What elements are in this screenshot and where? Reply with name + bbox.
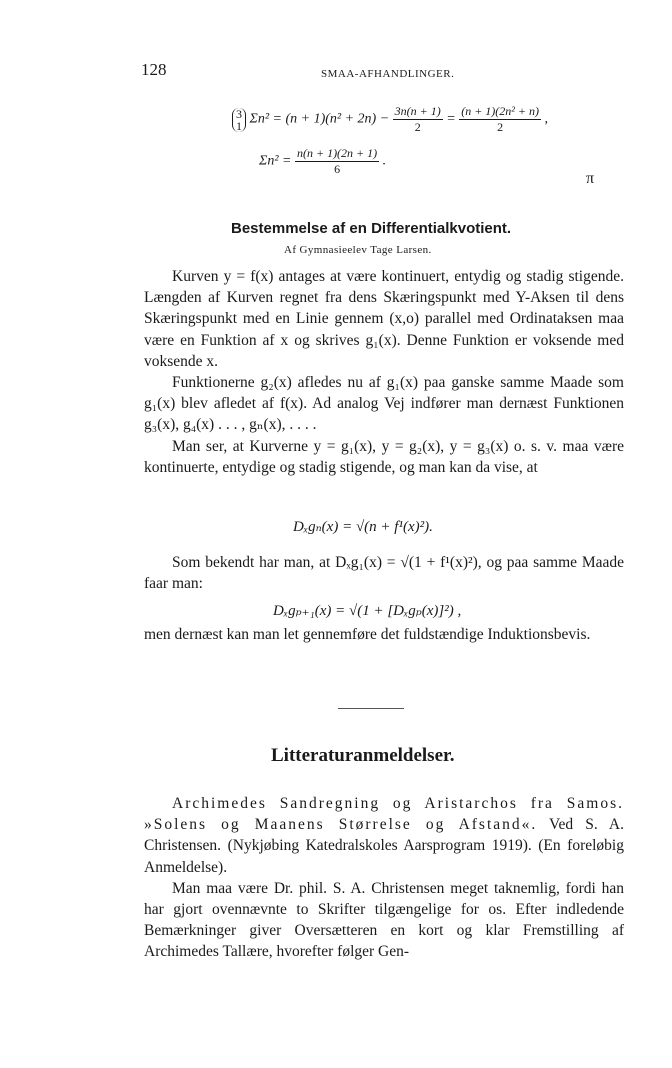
- article-body-3: [144, 624, 624, 645]
- paragraph: Funktionerne g₂(x) afledes nu af g₁(x) paa ganske samme Maade som g₁(x) blev afledet af f(x). Ad analog Vej indfører man dernæst Funktionen g₃(x), g₄(x) . . . , gₙ(x), . . . .: [144, 374, 624, 434]
- paragraph: Kurven y = f(x) antages at være kontinuert, entydig og stadig stigende. Længden af Kurven regnet fra dens Skæringspunkt med Y-Aksen til dens Skæringspunkt med en Linie gennem (x,o) parallel med Ordinataksen maa være en Funktion af x og skrives g₁(x). Denne Funktion er voksende med voksende x.: [144, 268, 624, 370]
- page-number: 128: [141, 60, 167, 79]
- binomial-coefficient: 3 1: [232, 108, 246, 132]
- display-equation-2: Dₓgₚ₊₁(x) = √(1 + [Dₓgₚ(x)]²) ,: [273, 603, 462, 619]
- formula-1-end: ,: [544, 111, 548, 127]
- fraction-3: $\frac{n(n + 1)(2n + 1)}{6}$: [296, 146, 378, 176]
- paragraph: Man ser, at Kurverne y = g₁(x), y = g₂(x), y = g₃(x) o. s. v. maa være kontinuerte, entydige og stadig stigende, og man kan da vise, at: [144, 437, 624, 476]
- formula-line-1: [232, 104, 548, 135]
- article-byline: Af Gymnasieelev Tage Larsen.: [284, 244, 432, 256]
- fraction-2: $\frac{\text{(n + 1)(2n² + n)}}{2}$: [461, 104, 539, 134]
- display-equation-1: Dₓgₙ(x) = √(n + f¹(x)²).: [293, 519, 433, 535]
- review-title: Archimedes Sandregning og Aristarchos fra Samos. »Solens og Maanens Størrelse og Afstand«.: [144, 795, 624, 834]
- formula-1-lhs: Σn² = (n + 1)(n² + 2n) −: [249, 111, 390, 127]
- paragraph: Som bekendt har man, at Dₓg₁(x) = √(1 + f¹(x)²), og paa samme Maade faar man:: [144, 554, 624, 593]
- fraction-1: $\frac{3n(n + 1)}{2}$: [394, 104, 441, 134]
- review-body: [144, 793, 624, 963]
- article-body-1: [144, 266, 624, 478]
- article-title: Bestemmelse af en Differentialkvotient.: [231, 220, 512, 237]
- formula-2-lhs: Σn² =: [259, 153, 292, 169]
- review-details: Ved S. A. Christensen. (Nykjøbing Katedralskoles Aarsprogram 1919). (En foreløbig Anmeldelse).: [144, 816, 624, 876]
- equals-sign: =: [446, 111, 456, 127]
- review-intro: [144, 793, 624, 878]
- formula-line-2: [259, 146, 386, 177]
- formula-2-end: .: [382, 153, 387, 169]
- paragraph: men dernæst kan man let gennemføre det fuldstændige Induktionsbevis.: [144, 626, 591, 643]
- running-title: SMAA-AFHANDLINGER.: [321, 68, 455, 80]
- section-divider: [338, 708, 404, 709]
- paragraph: Man maa være Dr. phil. S. A. Christensen meget taknemlig, fordi han har gjort ovennævnte to Skrifter tilgængelige for os. Efter indledende Bemærkninger giver Oversætteren en kort og klar Fremstilling af Archimedes Tallære, hvorefter følger Gen-: [144, 879, 624, 961]
- pi-signature: π: [586, 170, 595, 187]
- section-title: Litteraturanmeldelser.: [271, 745, 455, 766]
- article-body-2: [144, 552, 624, 594]
